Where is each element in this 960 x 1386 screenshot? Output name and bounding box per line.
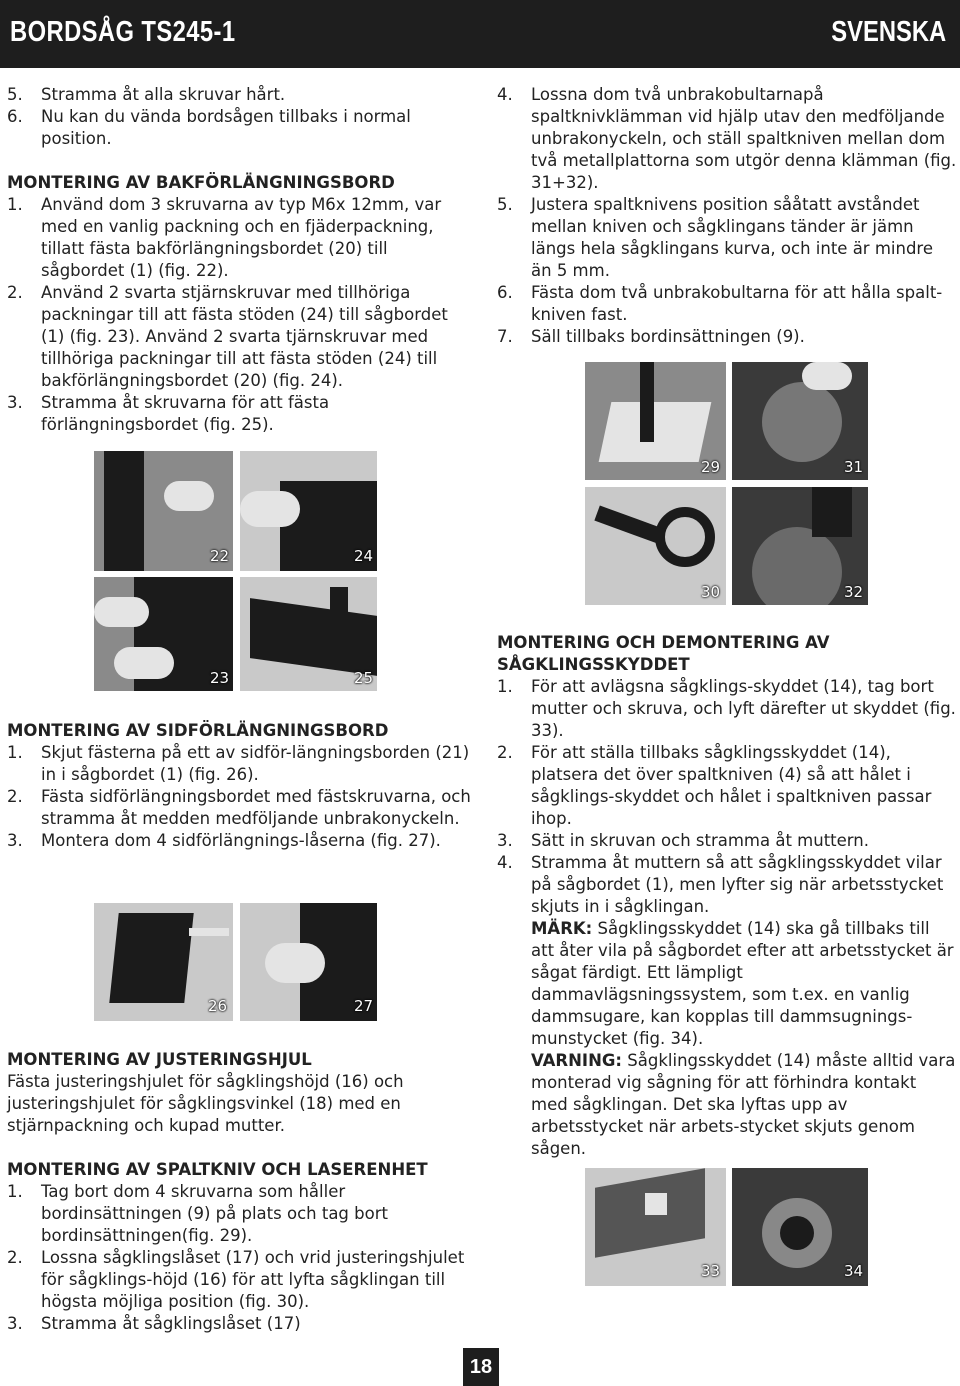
left-column-top: [7, 84, 472, 436]
figure-27: 27: [240, 903, 377, 1021]
list-item: 1. Skjut fästerna på ett av sidför-längningsborden (21) in i sågbordet (1) (fig. 26).: [7, 743, 470, 784]
warning-paragraph: VARNING: Sågklingsskyddet (14) måste alltid vara monterad vig sågning för att förhindra kontakt med sågklingan. Det ska lyftas upp av arbetsstycket när arbets-stycket skjuts genom sågen.: [531, 1051, 956, 1158]
figure-29: 29: [585, 362, 726, 480]
list-item: 2. För att ställa tillbaks sågklingsskyddet (14), platsera det över spaltkniven (4) så att hålet i sågklings-skyddet och hålet i spaltkniven passar ihop.: [497, 743, 932, 828]
list-item: 2. Använd 2 svarta stjärnskruvar med tillhöriga packningar till att fästa stöden (24) till sågbordet (1) (fig. 23). Använd 2 svarta tjärnskruvar med tillhöriga packningar till att fästa stöden (24) till bakförlängningsbordet (20) (fig. 24).: [7, 283, 448, 390]
section-heading: MONTERING AV SIDFÖRLÄNGNINGSBORD: [7, 721, 389, 740]
figure-30: 30: [585, 487, 726, 605]
figure-33: 33: [585, 1168, 726, 1286]
section-heading: MONTERING AV BAKFÖRLÄNGNINGSBORD: [7, 173, 395, 192]
figure-34: 34: [732, 1168, 868, 1286]
list-item: 6. Nu kan du vända bordsågen tillbaks i normal position.: [7, 107, 411, 148]
list-item: 1. Använd dom 3 skruvarna av typ M6x 12mm, var med en vanlig packning och en fjäderpackning, tillatt fästa bakförlängningsbordet (20) till sågbordet (1) (fig. 22).: [7, 195, 442, 280]
right-column-top: [497, 84, 957, 348]
list-item: 4. Stramma åt muttern så att sågklingsskyddet vilar på sågbordet (1), men lyfter sig när arbetsstycket skjuts in i sågklingan.: [497, 853, 944, 916]
left-column-bottom: [7, 1049, 472, 1335]
figure-23: 23: [94, 577, 233, 691]
list-item: 3. Montera dom 4 sidförlängnings-låserna (fig. 27).: [7, 831, 441, 850]
note-paragraph: MÄRK: Sågklingsskyddet (14) ska gå tillbaks till att åter vila på sågbordet efter att arbetsstycket är sågat färdigt. Ett lämpligt dammavlägsningssystem, som t.ex. en vanlig dammsugare, kan kopplas till dammsugnings-munstycket (fig. 34).: [531, 919, 954, 1048]
figure-31: 31: [732, 362, 868, 480]
list-item: 6. Fästa dom två unbrakobultarna för att hålla spalt-kniven fast.: [497, 283, 943, 324]
document-title: BORDSÅG TS245-1: [10, 16, 236, 48]
left-column-middle: [7, 720, 472, 852]
language-label: SVENSKA: [831, 16, 946, 48]
right-column-bottom: [497, 632, 957, 1160]
figure-22: 22: [94, 451, 233, 571]
page-header: [0, 0, 960, 68]
figure-25: 25: [240, 577, 377, 691]
figure-32: 32: [732, 487, 868, 605]
page-number: 18: [463, 1348, 499, 1386]
section-heading: MONTERING AV SPALTKNIV OCH LASERENHET: [7, 1160, 428, 1179]
figure-26: 26: [94, 903, 233, 1021]
list-item: 1. För att avlägsna sågklings-skyddet (14), tag bort mutter och skruva, och lyft därefter ut skyddet (fig. 33).: [497, 677, 956, 740]
section-heading: MONTERING AV JUSTERINGSHJUL: [7, 1050, 312, 1069]
list-item: 3. Stramma åt sågklingslåset (17): [7, 1314, 301, 1333]
paragraph: Fästa justeringshjulet för sågklingshöjd (16) och justeringshjulet för sågklingsvinkel (18) med en stjärnpackning och kupad mutter.: [7, 1072, 404, 1135]
list-item: 7. Säll tillbaks bordinsättningen (9).: [497, 327, 805, 346]
list-item: 3. Sätt in skruvan och stramma åt muttern.: [497, 831, 870, 850]
list-item: 2. Lossna sågklingslåset (17) och vrid justeringshjulet för sågklings-höjd (16) för att lyfta sågklingan till högsta möjliga position (fig. 30).: [7, 1248, 465, 1311]
section-heading: MONTERING OCH DEMONTERING AV SÅGKLINGSSKYDDET: [497, 633, 830, 674]
list-item: 3. Stramma åt skruvarna för att fästa förlängningsbordet (fig. 25).: [7, 393, 330, 434]
list-item: 2. Fästa sidförlängningsbordet med fästskruvarna, och stramma åt medden medföljande unbrakonyckeln.: [7, 787, 471, 828]
list-item: 5. Stramma åt alla skruvar hårt.: [7, 85, 286, 104]
list-item: 4. Lossna dom två unbrakobultarnapå spaltknivklämman vid hjälp utav den medföljande unbrakonyckeln, och ställ spaltkniven mellan dom två metallplattorna som utgör denna klämman (fig. 31+32).: [497, 85, 957, 192]
list-item: 5. Justera spaltknivens position sååtatt avståndet mellan kniven och sågklingans tänder är jämn längs hela sågklingans kurva, och inte är mindre än 5 mm.: [497, 195, 933, 280]
list-item: 1. Tag bort dom 4 skruvarna som håller bordinsättningen (9) på plats och tag bort bordinsättningen(fig. 29).: [7, 1182, 388, 1245]
figure-24: 24: [240, 451, 377, 571]
